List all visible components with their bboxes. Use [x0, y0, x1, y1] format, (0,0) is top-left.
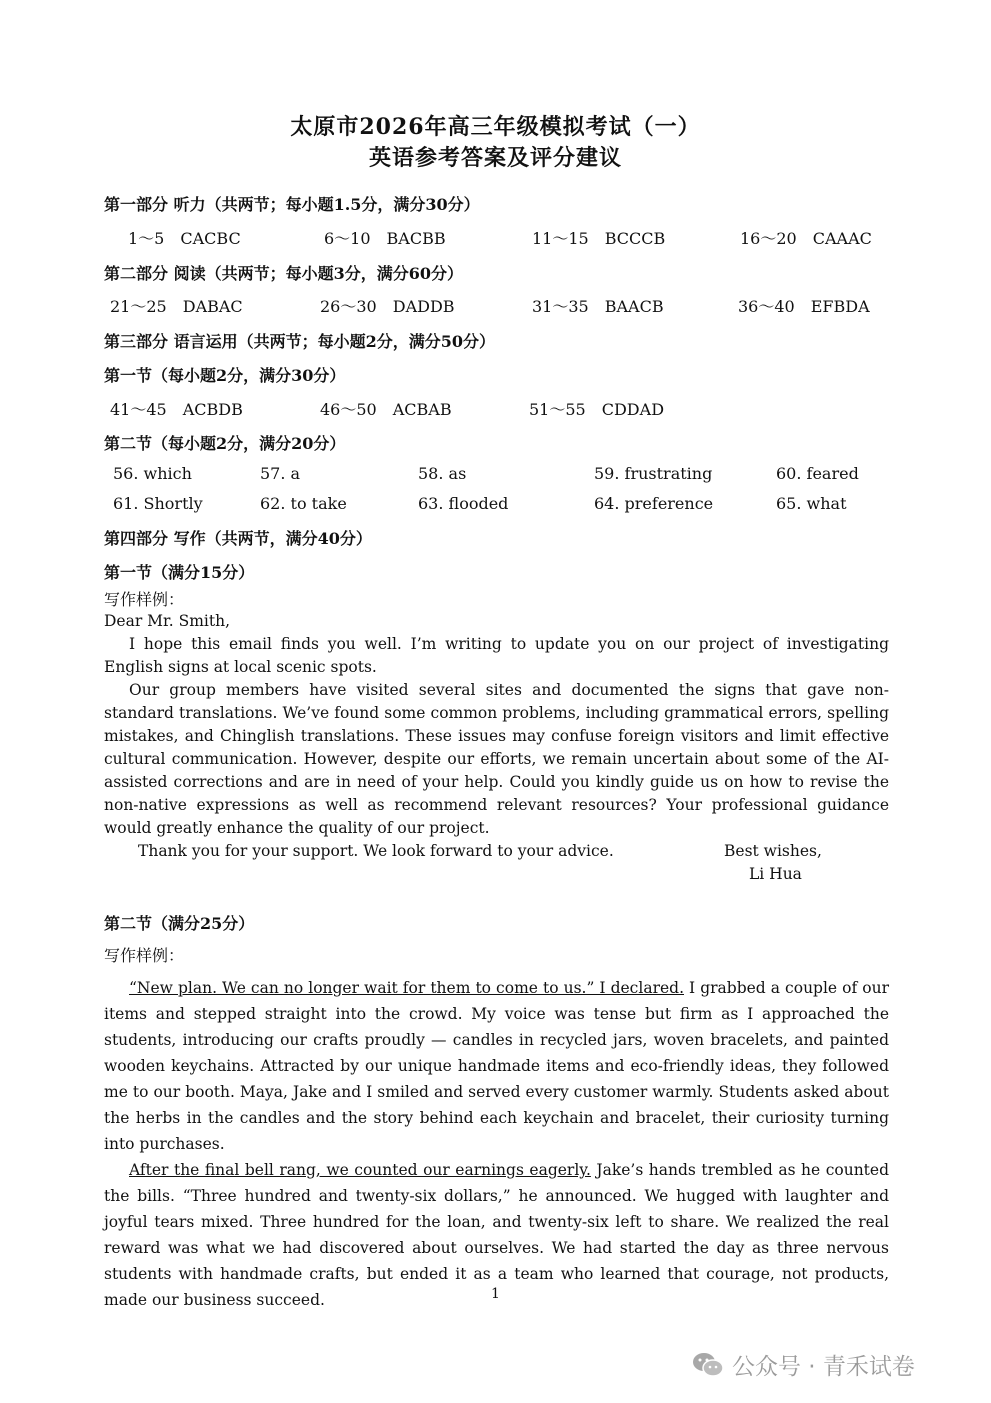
letter-salutation: Dear Mr. Smith,	[104, 612, 231, 630]
part3-section2-row2	[0, 494, 991, 516]
part3-heading: 第三部分 语言运用（共两节；每小题2分，满分50分）	[104, 332, 495, 351]
answer-group: 31～35 BAACB	[532, 297, 664, 316]
answer-group: 46～50 ACBAB	[320, 400, 452, 419]
fill-answer: 64. preference	[594, 494, 714, 513]
title-line-1: 太原市2026年高三年级模拟考试（一）	[290, 114, 701, 140]
letter-signature: Li Hua	[749, 865, 802, 883]
part2-answers-row	[0, 294, 991, 316]
answer-group: 11～15 BCCCB	[532, 229, 666, 248]
wechat-icon	[692, 1352, 724, 1378]
part3-section2-heading: 第二节（每小题2分，满分20分）	[104, 434, 346, 453]
fill-answer: 62. to take	[260, 494, 347, 513]
letter-paragraph: Thank you for your support. We look forward to your advice.	[138, 842, 614, 860]
fill-answer: 59. frustrating	[594, 464, 713, 483]
part4-section2-heading: 第二节（满分25分）	[104, 914, 255, 933]
fill-answer: 60. feared	[776, 464, 859, 483]
letter-closing: Best wishes,	[724, 842, 822, 860]
answer-group: 21～25 DABAC	[110, 297, 243, 316]
part2-heading: 第二部分 阅读（共两节；每小题3分，满分60分）	[104, 264, 463, 283]
part1-answers-row	[0, 226, 991, 248]
part3-section1-heading: 第一节（每小题2分，满分30分）	[104, 366, 346, 385]
watermark	[692, 1348, 915, 1381]
page-number: 1	[491, 1286, 500, 1302]
sample-letter	[104, 610, 889, 863]
answer-group: 41～45 ACBDB	[110, 400, 243, 419]
title-line-2: 英语参考答案及评分建议	[368, 145, 622, 171]
story-underlined-sentence: After the final bell rang, we counted our earnings eagerly.	[129, 1161, 591, 1179]
fill-answer: 63. flooded	[418, 494, 509, 513]
answer-group: 6～10 BACBB	[324, 229, 446, 248]
sample-story	[104, 975, 889, 1313]
part3-section1-answers-row	[0, 397, 991, 419]
part1-heading: 第一部分 听力（共两节；每小题1.5分，满分30分）	[104, 195, 480, 214]
answer-group: 36～40 EFBDA	[738, 297, 870, 316]
story-paragraph: “New plan. We can no longer wait for them to come to us.” I declared. I grabbed a couple of our items and stepped straight into the crowd. My voice was tense but firm as I approached the students, introducing our crafts proudly — candles in recycled jars, woven bracelets, and painted wooden keychains. Attracted by our unique handmade items and eco-friendly ideas, they followed me to our booth. Maya, Jake and I smiled and served every customer warmly. Students asked about the herbs in the candles and the story behind each keychain and bracelet, their curiosity turning into purchases.	[104, 979, 889, 1153]
part4-section1-heading: 第一节（满分15分）	[104, 563, 255, 582]
answer-group: 16～20 CAAAC	[740, 229, 872, 248]
part4-section1-sample-label: 写作样例：	[104, 590, 185, 609]
story-paragraph: After the final bell rang, we counted our earnings eagerly. Jake’s hands trembled as he counted the bills. “Three hundred and twenty-six dollars,” he announced. We hugged with laughter and joyful tears mixed. Three hundred for the loan, and twenty-six left to share. We realized the real reward was what we had discovered about ourselves. We had started the day as three nervous students with handmade crafts, but ended it as a team who learned that courage, not products, made our business succeed.	[104, 1161, 889, 1309]
letter-paragraph: Our group members have visited several sites and documented the signs that gave non-standard translations. We’ve found some common problems, including grammatical errors, spelling mistakes, and Chinglish translations. These issues may confuse foreign visitors and limit effective cultural communication. However, despite our efforts, we remain uncertain about some of the AI-assisted corrections and are in need of your help. Could you kindly guide us on how to revise the non-native expressions as well as recommend relevant resources? Your professional guidance would greatly enhance the quality of our project.	[104, 681, 889, 837]
fill-answer: 56. which	[113, 464, 192, 483]
letter-paragraph: I hope this email finds you well. I’m writing to update you on our project of investigating English signs at local scenic spots.	[104, 635, 889, 676]
answer-group: 1～5 CACBC	[128, 229, 241, 248]
part3-section2-row1	[0, 464, 991, 486]
part4-section2-sample-label: 写作样例：	[104, 946, 185, 965]
answer-group: 51～55 CDDAD	[529, 400, 665, 419]
fill-answer: 61. Shortly	[113, 494, 203, 513]
fill-answer: 58. as	[418, 464, 467, 483]
answer-group: 26～30 DADDB	[320, 297, 455, 316]
story-underlined-sentence: “New plan. We can no longer wait for them to come to us.” I declared.	[129, 979, 684, 997]
part4-heading: 第四部分 写作（共两节，满分40分）	[104, 529, 372, 548]
fill-answer: 65. what	[776, 494, 847, 513]
fill-answer: 57. a	[260, 464, 301, 483]
watermark-text: 公众号 · 青禾试卷	[732, 1354, 915, 1380]
